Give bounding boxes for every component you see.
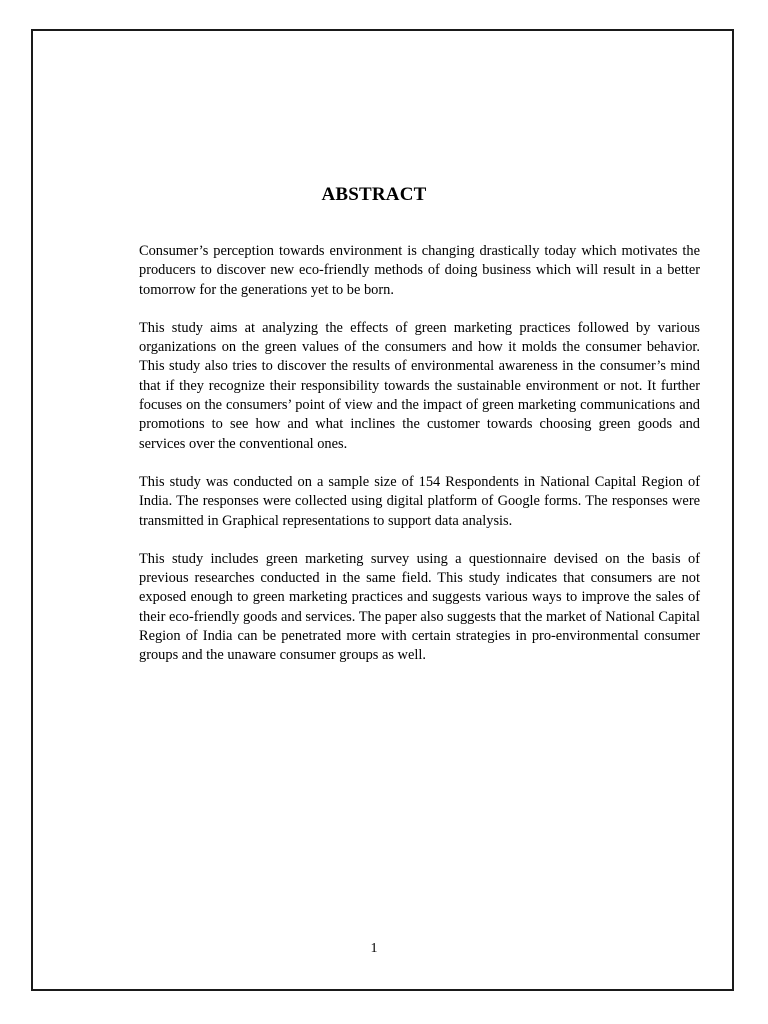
paragraph-1: Consumer’s perception towards environment is changing drastically today which motivates the producers to discover new eco-friendly methods of doing business which will result in a better tomorrow for the generations yet to be born. [139,243,700,298]
paragraph-2: This study aims at analyzing the effects of green marketing practices followed by various organizations on the green values of the consumers and how it molds the consumer behavior. This study also tries to discover the results of environmental awareness in the consumer’s mind that if they recognize their responsibility towards the sustainable environment or not. It further focuses on the consumers’ point of view and the impact of green marketing communications and promotions to see how and what inclines the customer towards choosing green goods and services over the conventional ones. [139,319,700,452]
abstract-body [139,242,700,685]
page-title: ABSTRACT [321,184,427,205]
paragraph-4: This study includes green marketing survey using a questionnaire devised on the basis of previous researches conducted in the same field. This study indicates that consumers are not exposed enough to green marketing practices and suggests various ways to improve the sales of their eco-friendly goods and services. The paper also suggests that the market of National Capital Region of India can be penetrated more with certain strategies in pro-environmental consumer groups and the unaware consumer groups as well. [139,550,700,664]
paragraph-3: This study was conducted on a sample size of 154 Respondents in National Capital Region of India. The responses were collected using digital platform of Google forms. The responses were transmitted in Graphical representations to support data analysis. [139,473,700,529]
page-number: 1 [370,941,378,956]
